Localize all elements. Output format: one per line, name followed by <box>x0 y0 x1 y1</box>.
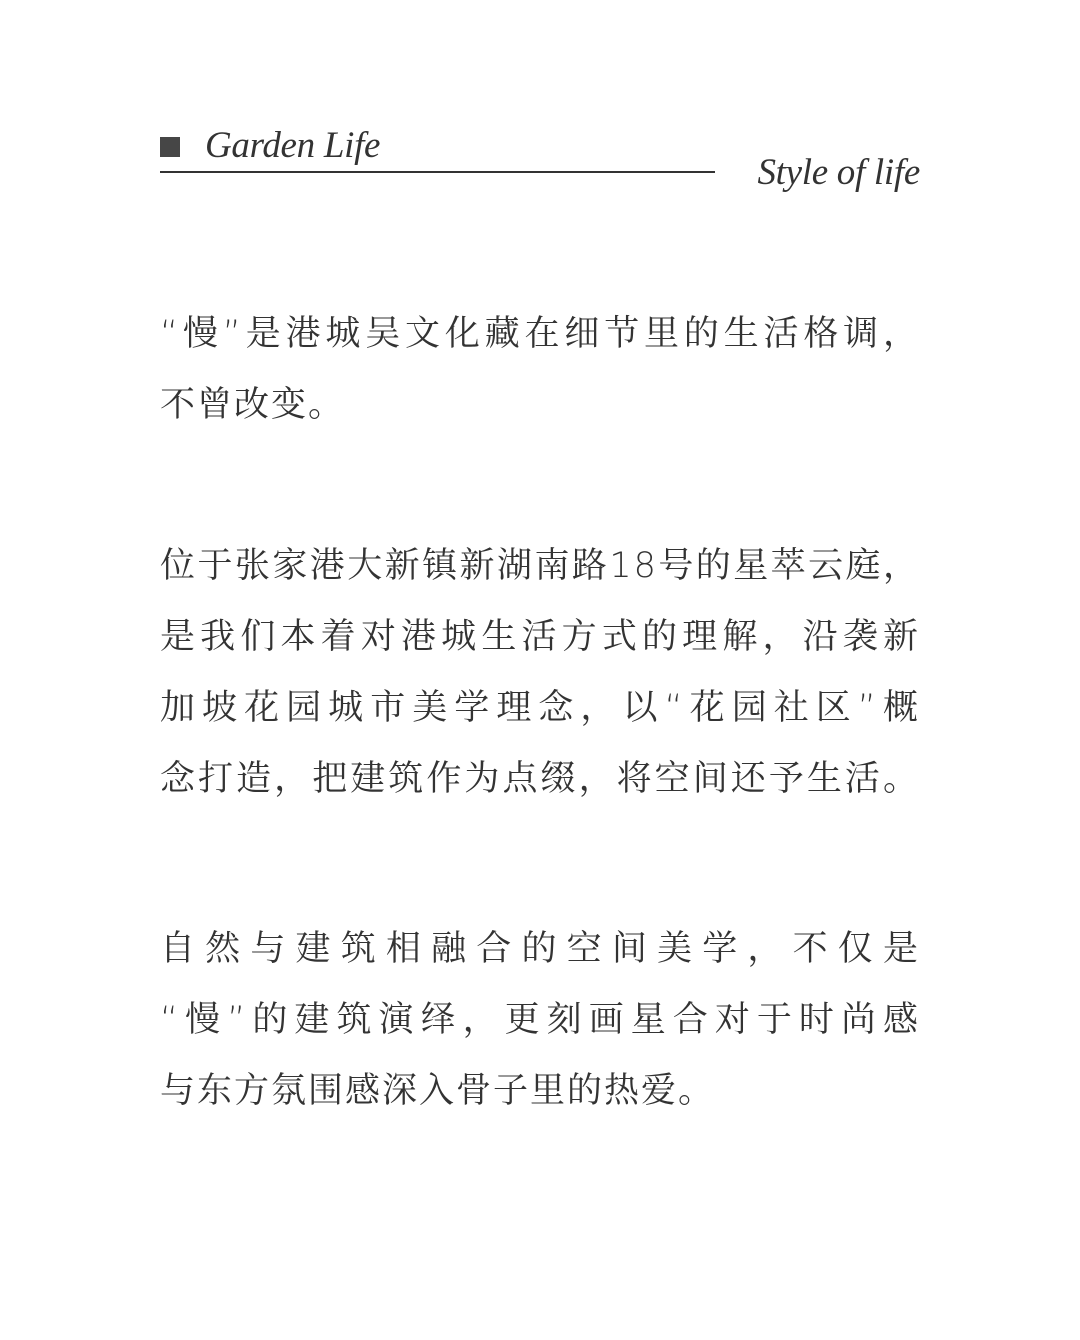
section-subtitle: Style of life <box>757 152 920 193</box>
header-divider <box>160 171 715 173</box>
paragraph-line: 念打造，把建筑作为点缀，将空间还予生活。 <box>160 759 920 799</box>
paragraph-aesthetics <box>160 914 920 1127</box>
paragraph-line: “慢”是港城吴文化藏在细节里的生活格调， <box>160 314 920 354</box>
paragraph-location <box>160 531 920 815</box>
paragraph-line: 不曾改变。 <box>160 385 346 425</box>
section-marker-square-icon <box>160 137 180 157</box>
paragraph-line: 是我们本着对港城生活方式的理解，沿袭新 <box>160 617 920 657</box>
paragraph-intro <box>160 299 920 441</box>
paragraph-line: 自然与建筑相融合的空间美学，不仅是 <box>160 929 920 969</box>
paragraph-line: 加坡花园城市美学理念，以“花园社区”概 <box>160 688 920 728</box>
paragraph-line: 与东方氛围感深入骨子里的热爱。 <box>160 1071 716 1111</box>
paragraph-line: 位于张家港大新镇新湖南路18号的星萃云庭， <box>160 546 920 586</box>
section-title: Garden Life <box>205 125 381 166</box>
paragraph-line: “慢”的建筑演绎，更刻画星合对于时尚感 <box>160 1000 920 1040</box>
